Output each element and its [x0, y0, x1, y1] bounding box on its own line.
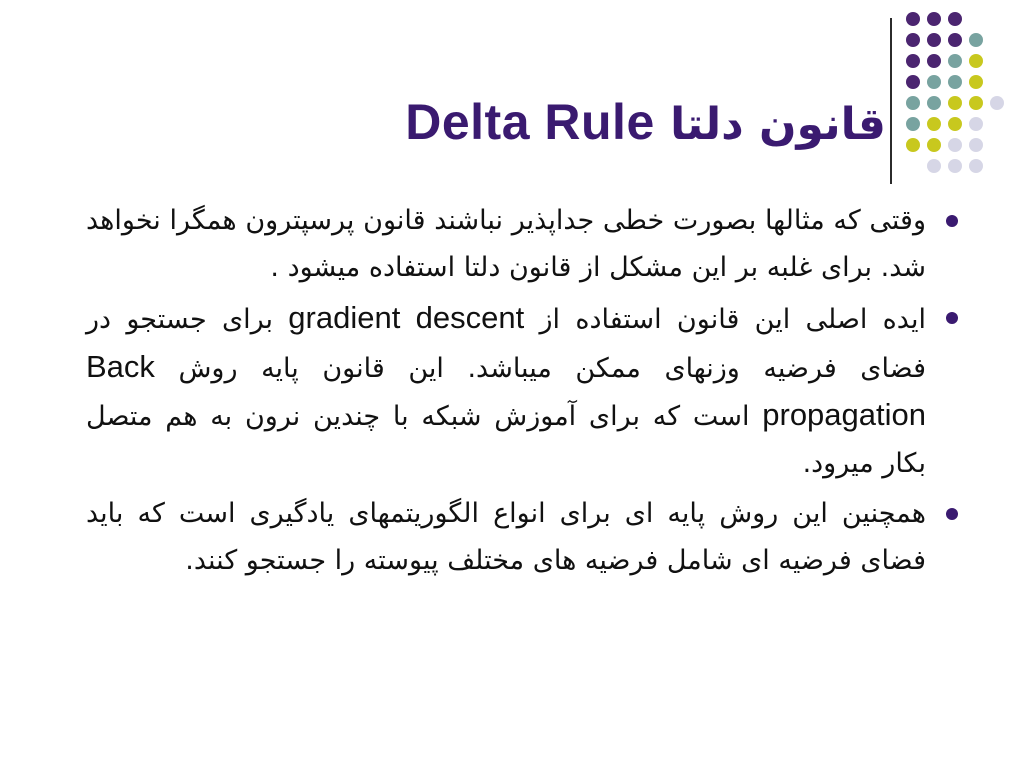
- decorative-dot: [969, 159, 983, 173]
- title-persian: قانون دلتا: [670, 99, 886, 150]
- decorative-dot: [948, 33, 962, 47]
- decorative-dot: [948, 117, 962, 131]
- decorative-dot: [906, 75, 920, 89]
- bullet-text: وقتی که مثالها بصورت خطی جداپذیر نباشند قانون پرسپترون همگرا نخواهد شد. برای غلبه بر این مشکل از قانون دلتا استفاده میشود .: [86, 205, 926, 283]
- decorative-dot: [927, 138, 941, 152]
- decorative-dot: [927, 96, 941, 110]
- bullet-dot-icon: [946, 508, 958, 520]
- decorative-dot: [948, 54, 962, 68]
- decorative-dot: [948, 75, 962, 89]
- bullet-text: ایده اصلی این قانون استفاده از: [524, 304, 926, 335]
- decorative-dot: [906, 117, 920, 131]
- bullet-text: برای جستجو در فضای فرضیه وزنهای ممکن میباشد. این قانون پایه روش: [86, 304, 926, 384]
- decorative-dot: [969, 75, 983, 89]
- bullet-latin-term: Back propagation: [86, 348, 926, 432]
- bullet-item: [86, 198, 964, 291]
- slide-title: [405, 92, 886, 155]
- bullet-text: است که برای آموزش شبکه با چندین نرون به هم متصل بکار میرود.: [86, 401, 926, 479]
- bullet-dot-icon: [946, 215, 958, 227]
- decorative-dot: [969, 138, 983, 152]
- decorative-dot: [927, 33, 941, 47]
- decorative-dot: [948, 138, 962, 152]
- decorative-dot: [906, 96, 920, 110]
- decorative-dot: [990, 96, 1004, 110]
- decorative-dot: [927, 75, 941, 89]
- title-english: Delta Rule: [405, 94, 655, 150]
- decorative-dot: [906, 12, 920, 26]
- title-divider-line: [890, 18, 892, 184]
- decorative-dot: [927, 54, 941, 68]
- decorative-dot: [927, 12, 941, 26]
- decorative-dot: [927, 159, 941, 173]
- bullet-latin-term: gradient descent: [288, 300, 525, 335]
- decorative-dot: [906, 138, 920, 152]
- decorative-dot: [927, 117, 941, 131]
- decorative-dot: [948, 96, 962, 110]
- decorative-dot: [969, 54, 983, 68]
- bullet-item: [86, 295, 964, 487]
- bullet-list: [86, 198, 964, 588]
- bullet-dot-icon: [946, 312, 958, 324]
- bullet-text: همچنین این روش پایه ای برای انواع الگوریتمهای یادگیری است که باید فضای فرضیه ای شامل فرضیه های مختلف پیوسته را جستجو کنند.: [86, 498, 926, 576]
- decorative-dot: [969, 33, 983, 47]
- decorative-dot: [906, 33, 920, 47]
- decorative-dot: [948, 12, 962, 26]
- bullet-item: [86, 491, 964, 584]
- decorative-dot: [906, 54, 920, 68]
- decorative-dot: [969, 96, 983, 110]
- decorative-dot-grid: [906, 12, 1010, 172]
- decorative-dot: [969, 117, 983, 131]
- decorative-dot: [948, 159, 962, 173]
